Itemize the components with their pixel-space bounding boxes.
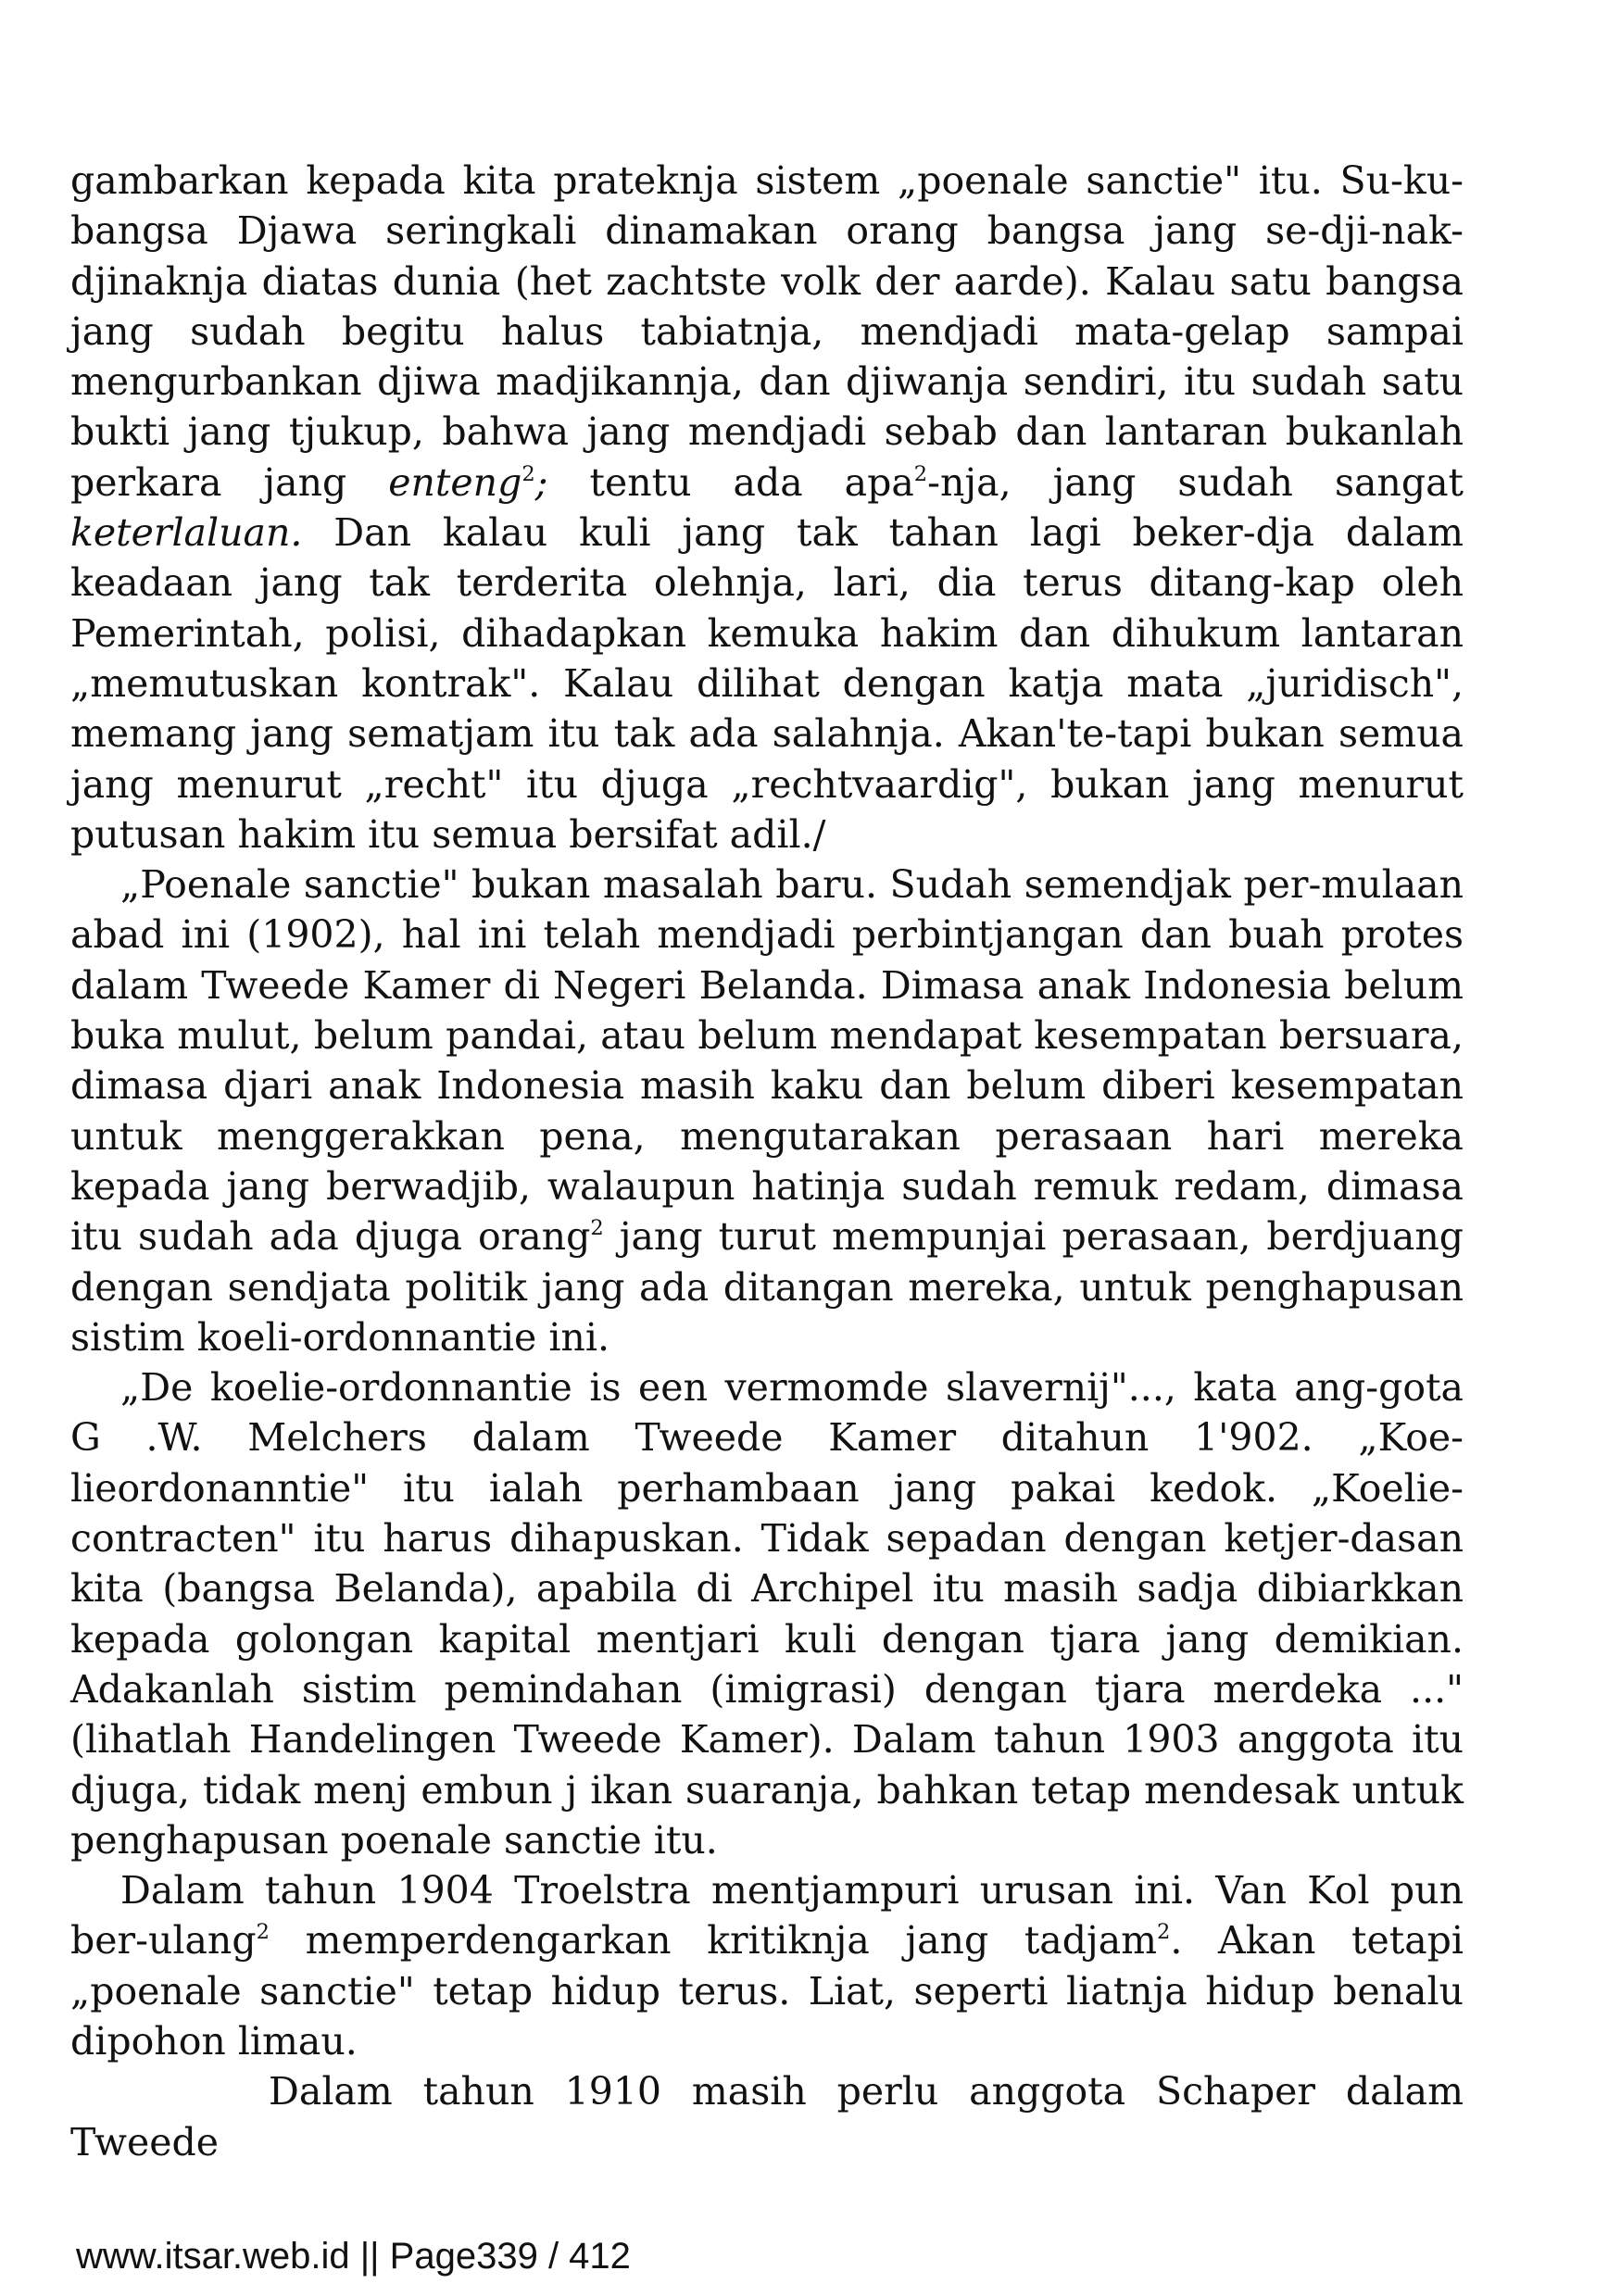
italic-run: ; — [534, 459, 548, 505]
text-run: memperdengarkan kritiknja jang tadjam — [269, 1918, 1158, 1964]
italic-run: enteng — [388, 459, 522, 505]
superscript-2: 2 — [590, 1216, 604, 1241]
document-body — [70, 156, 1464, 2167]
superscript-2: 2 — [256, 1920, 270, 1945]
text-run: „De koelie-ordonnantie is een vermomde slavernij"..., kata ang-gota G .W. Melchers dalam Tweede Kamer ditahun 1'902. „Koe-lieordonanntie" itu ialah perhambaan jang pakai kedok. „Koelie-contracten" itu harus dihapuskan. Tidak sepadan dengan ketjer-dasan kita (bangsa Belanda), apabila di Archipel itu masih sadja dibiarkkan kepada golongan kapital mentjari kuli dengan tjara jang demikian. Adakanlah sistim pemindahan (imigrasi) dengan tjara merdeka ..." (lihatlah Handelingen Tweede Kamer). Dalam tahun 1903 anggota itu djuga, tidak menj embun j ikan suaranja, bahkan tetap mendesak untuk penghapusan poenale sanctie itu. — [70, 1365, 1464, 1863]
paragraph-1 — [70, 156, 1464, 859]
italic-run: keterlaluan. — [70, 510, 303, 556]
text-run: jang turut mempunjai perasaan, berdjuang dengan sendjata politik jang ada ditangan mereka, untuk penghapusan sistim koeli-ordonnantie ini. — [70, 1214, 1464, 1360]
text-run: . Akan tetapi „poenale sanctie" tetap hidup terus. Liat, seperti liatnja hidup benalu dipohon limau. — [70, 1918, 1464, 2064]
page-footer: www.itsar.web.id || Page339 / 412 — [76, 2236, 631, 2277]
text-run: -nja, jang sudah sangat — [927, 459, 1464, 505]
text-run: gambarkan kepada kita prateknja sistem „poenale sanctie" itu. Su-ku-bangsa Djawa seringkali dinamakan orang bangsa jang se-dji-nak-djinaknja diatas dunia (het zachtste volk der aarde). Kalau satu bangsa jang sudah begitu halus tabiatnja, mendjadi mata-gelap sampai mengurbankan djiwa madjikannja, dan djiwanja sendiri, itu sudah satu bukti jang tjukup, bahwa jang mendjadi sebab dan lantaran bukanlah perkara jang — [70, 158, 1464, 505]
text-run: „Poenale sanctie" bukan masalah baru. Sudah semendjak per-mulaan abad ini (1902), hal ini telah mendjadi perbintjangan dan buah protes dalam Tweede Kamer di Negeri Belanda. Dimasa anak Indonesia belum buka mulut, belum pandai, atau belum mendapat kesempatan bersuara, dimasa djari anak Indonesia masih kaku dan belum diberi kesempatan untuk menggerakkan pena, mengutarakan perasaan hari mereka kepada jang berwadjib, walaupun hatinja sudah remuk redam, dimasa itu sudah ada djuga orang — [70, 862, 1464, 1260]
superscript-2: 2 — [521, 462, 535, 486]
text-run: Dalam tahun 1910 masih perlu anggota Schaper dalam Tweede — [70, 2069, 1464, 2164]
paragraph-3 — [70, 1362, 1464, 1865]
text-run: Dan kalau kuli jang tak tahan lagi beker-dja dalam keadaan jang tak terderita olehnja, lari, dia terus ditang-kap oleh Pemerintah, polisi, dihadapkan kemuka hakim dan dihukum lantaran „memutuskan kontrak". Kalau dilihat dengan katja mata „juridisch", memang jang sematjam itu tak ada salahnja. Akan'te-tapi bukan semua jang menurut „recht" itu djuga „rechtvaardig", bukan jang menurut putusan hakim itu semua bersifat adil./ — [70, 510, 1464, 857]
paragraph-4 — [70, 1865, 1464, 2066]
paragraph-2 — [70, 859, 1464, 1362]
text-run: tentu ada apa — [547, 459, 914, 505]
paragraph-5 — [70, 2066, 1464, 2167]
text-run: Dalam tahun 1904 Troelstra mentjampuri urusan ini. Van Kol pun ber-ulang — [70, 1868, 1464, 1964]
superscript-2: 2 — [913, 462, 928, 486]
superscript-2: 2 — [1157, 1920, 1171, 1945]
